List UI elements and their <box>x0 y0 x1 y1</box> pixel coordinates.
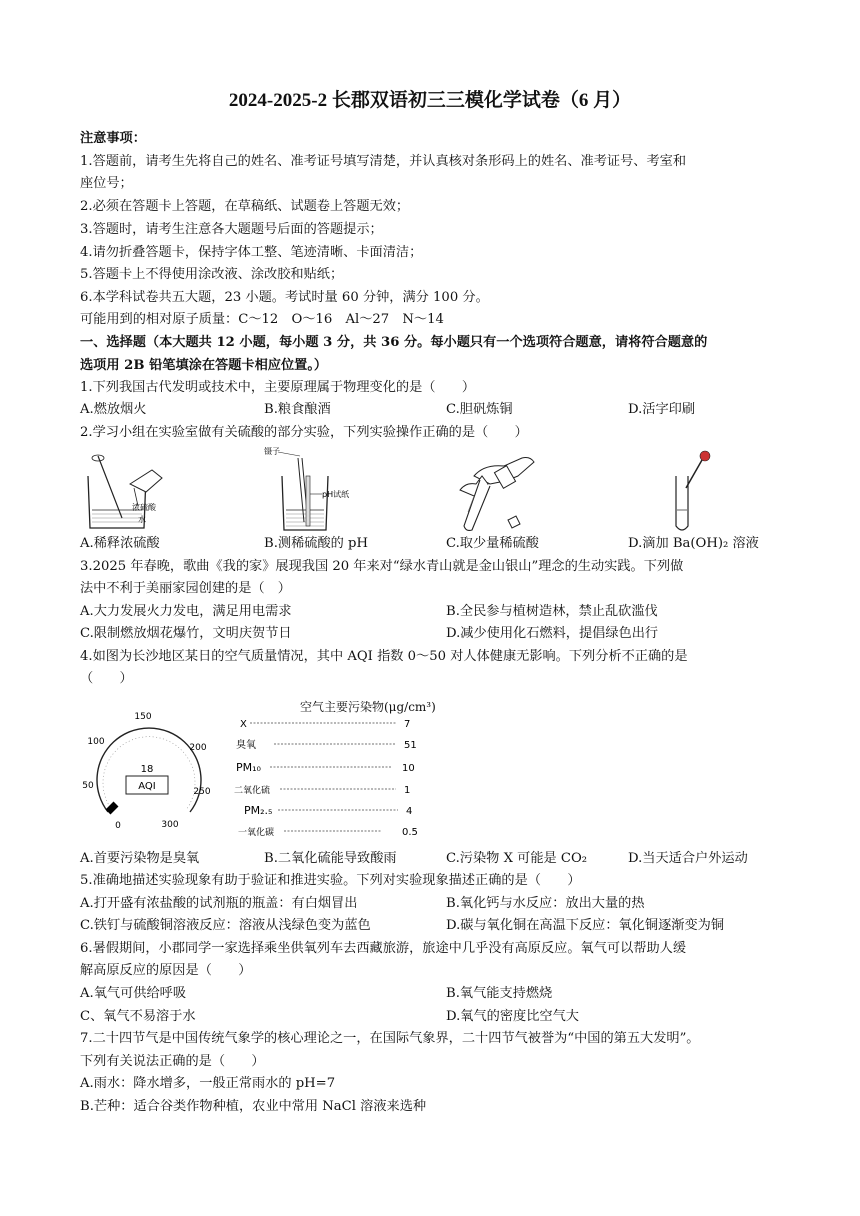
q7-stem-cont: 下列有关说法正确的是（ ） <box>80 1054 265 1069</box>
notice-item: 座位号； <box>80 176 133 191</box>
pollutant-value: 10 <box>402 763 415 774</box>
notice-item: 5.答题卡上不得使用涂改液、涂改胶和贴纸； <box>80 267 344 282</box>
fig-ph-test <box>262 446 362 536</box>
atomic-mass-line: 可能用到的相对原子质量：C～12 O～16 Al～27 N～14 <box>80 312 444 327</box>
gauge-tick: 50 <box>82 781 94 791</box>
q1-option-b: B.粮食酿酒 <box>264 402 331 417</box>
notice-item: 4.请勿折叠答题卡，保持字体工整、笔迹清晰、卡面清洁； <box>80 245 423 260</box>
q1-option-d: D.活字印刷 <box>628 402 696 417</box>
label-acid: 浓硫酸 <box>132 503 156 512</box>
gauge-tick: 100 <box>87 737 105 747</box>
fig-dilute-acid <box>80 448 180 533</box>
q2-option-c: C.取少量稀硫酸 <box>446 536 539 551</box>
q4-option-b: B.二氧化硫能导致酸雨 <box>264 851 397 866</box>
pollutant-name: 一氧化碳 <box>238 828 275 838</box>
q6-option-b: B.氧气能支持燃烧 <box>446 986 553 1001</box>
pollutant-value: 7 <box>404 719 411 730</box>
q6-option-a: A.氧气可供给呼吸 <box>80 986 187 1001</box>
aqi-gauge <box>78 706 228 836</box>
notice-item: 6.本学科试卷共五大题，23 小题。考试时量 60 分钟，满分 100 分。 <box>80 290 489 305</box>
pollutant-name: 二氧化硫 <box>234 786 271 796</box>
q1-option-c: C.胆矾炼铜 <box>446 402 513 417</box>
q1-stem: 1.下列我国古代发明或技术中，主要原理属于物理变化的是（ ） <box>80 380 476 395</box>
gauge-value: 18 <box>140 764 154 775</box>
pollutant-title: 空气主要污染物(μg/cm³) <box>300 700 436 714</box>
notice-heading: 注意事项： <box>80 131 146 146</box>
q2-option-b: B.测稀硫酸的 pH <box>264 536 368 551</box>
q2-option-d: D.滴加 Ba(OH)₂ 溶液 <box>628 536 759 551</box>
fig-take-acid <box>444 446 554 536</box>
q4-stem: 4.如图为长沙地区某日的空气质量情况，其中 AQI 指数 0～50 对人体健康无影响。下列分析不正确的是 <box>80 649 688 664</box>
q4-option-a: A.首要污染物是臭氧 <box>80 851 200 866</box>
gauge-tick: 150 <box>134 712 152 722</box>
notice-item: 3.答题时，请考生注意各大题题号后面的答题提示； <box>80 222 383 237</box>
q3-option-b: B.全民参与植树造林，禁止乱砍滥伐 <box>446 604 658 619</box>
q7-stem: 7.二十四节气是中国传统气象学的核心理论之一，在国际气象界，二十四节气被誉为“中国的第五大发明”。 <box>80 1031 700 1046</box>
gauge-tick: 250 <box>193 787 211 797</box>
q3-option-d: D.减少使用化石燃料，提倡绿色出行 <box>446 626 659 641</box>
q5-option-d: D.碳与氧化铜在高温下反应：氧化铜逐渐变为铜 <box>446 918 725 933</box>
q4-stem-cont: （ ） <box>80 671 133 686</box>
pollutant-value: 51 <box>404 740 417 751</box>
fig-drop-baoh2 <box>660 448 720 533</box>
q3-option-a: A.大力发展火力发电，满足用电需求 <box>80 604 292 619</box>
gauge-label: AQI <box>138 781 156 792</box>
q5-option-b: B.氧化钙与水反应：放出大量的热 <box>446 896 645 911</box>
q2-option-a: A.稀释浓硫酸 <box>80 536 160 551</box>
pollutant-list <box>232 716 432 840</box>
q2-stem: 2.学习小组在实验室做有关硫酸的部分实验，下列实验操作正确的是（ ） <box>80 425 528 440</box>
pollutant-name: X <box>240 719 247 730</box>
pollutant-value: 0.5 <box>402 827 418 838</box>
gauge-tick: 200 <box>189 743 207 753</box>
pollutant-name: PM₂.₅ <box>244 804 273 817</box>
q5-option-a: A.打开盛有浓盐酸的试剂瓶的瓶盖：有白烟冒出 <box>80 896 358 911</box>
q4-option-d: D.当天适合户外运动 <box>628 851 748 866</box>
q7-option-b: B.芒种：适合谷类作物种植，农业中常用 NaCl 溶液来选种 <box>80 1099 427 1114</box>
q5-stem: 5.准确地描述实验现象有助于验证和推进实验。下列对实验现象描述正确的是（ ） <box>80 873 581 888</box>
q6-stem: 6.暑假期间，小郡同学一家选择乘坐供氧列车去西藏旅游，旅途中几乎没有高原反应。氧气可以帮助人缓 <box>80 941 687 956</box>
label-ph-paper: pH试纸 <box>322 490 350 499</box>
gauge-tick: 300 <box>161 820 179 830</box>
pollutant-value: 4 <box>406 806 413 817</box>
section-heading-cont: 选项用 2B 铅笔填涂在答题卡相应位置。） <box>80 358 328 373</box>
gauge-tick: 0 <box>115 821 121 831</box>
q3-stem-cont: 法中不利于美丽家园创建的是（ ） <box>80 581 291 596</box>
q3-stem: 3.2025 年春晚，歌曲《我的家》展现我国 20 年来对“绿水青山就是金山银山”理念的生动实践。下列做 <box>80 559 684 574</box>
q6-option-d: D.氧气的密度比空气大 <box>446 1009 579 1024</box>
q3-option-c: C.限制燃放烟花爆竹，文明庆贺节日 <box>80 626 292 641</box>
notice-item: 1.答题前，请考生先将自己的姓名、准考证号填写清楚，并认真核对条形码上的姓名、准考证号、考室和 <box>80 154 687 169</box>
q4-option-c: C.污染物 X 可能是 CO₂ <box>446 851 588 866</box>
q6-option-c: C、氧气不易溶于水 <box>80 1009 196 1024</box>
q1-option-a: A.燃放烟火 <box>80 402 147 417</box>
page-title: 2024-2025-2 长郡双语初三三模化学试卷（6 月） <box>228 90 632 111</box>
label-water: 水 <box>138 515 146 524</box>
pollutant-name: PM₁₀ <box>236 761 261 774</box>
q7-option-a: A.雨水：降水增多，一般正常雨水的 pH=7 <box>80 1076 336 1091</box>
q6-stem-cont: 解高原反应的原因是（ ） <box>80 963 252 978</box>
section-heading: 一、选择题（本大题共 12 小题，每小题 3 分，共 36 分。每小题只有一个选项符合题意，请将符合题意的 <box>80 335 708 350</box>
pollutant-name: 臭氧 <box>236 740 256 751</box>
label-tweezers: 镊子 <box>264 447 280 456</box>
notice-item: 2.必须在答题卡上答题，在草稿纸、试题卷上答题无效； <box>80 199 410 214</box>
pollutant-value: 1 <box>404 785 411 796</box>
q5-option-c: C.铁钉与硫酸铜溶液反应：溶液从浅绿色变为蓝色 <box>80 918 371 933</box>
